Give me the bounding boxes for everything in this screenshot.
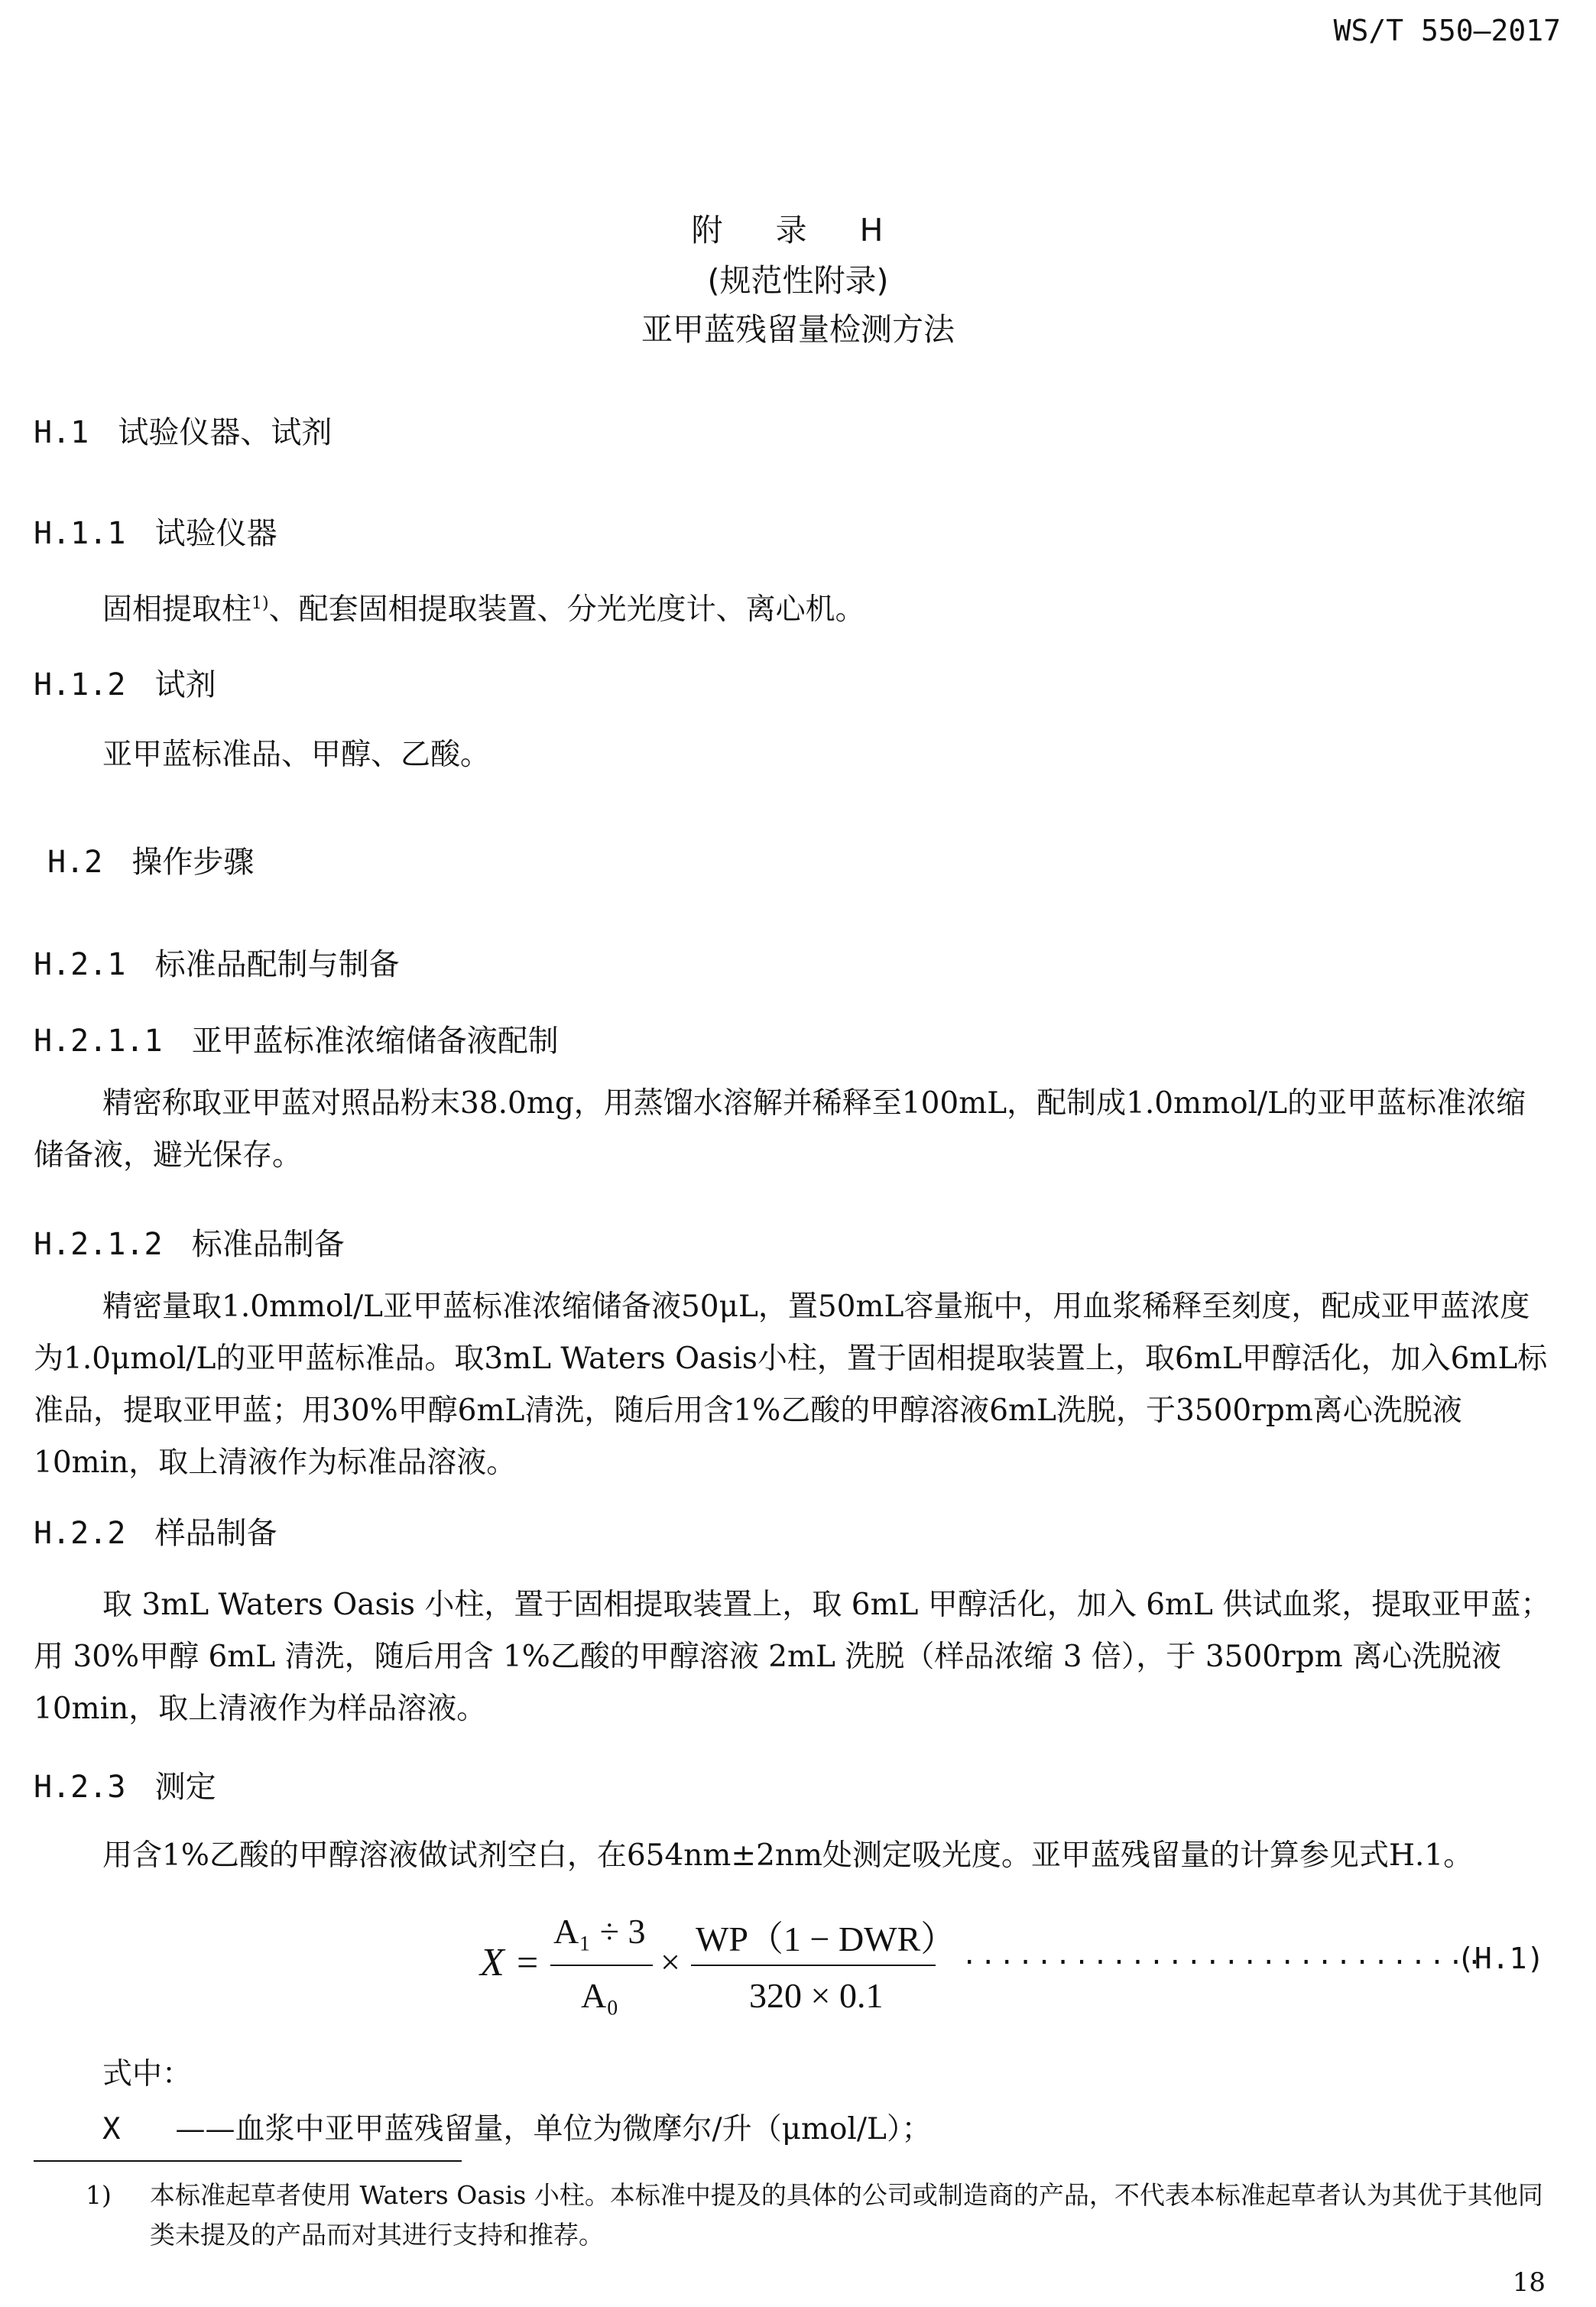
paragraph-h2-3: 用含1%乙酸的甲醇溶液做试剂空白，在654nm±2nm处测定吸光度。亚甲蓝残留量的计算参见式H.1。 xyxy=(102,1838,1474,1873)
section-title: 标准品配制与制备 xyxy=(154,947,400,982)
section-title: 试验仪器 xyxy=(154,516,277,551)
section-h2-1 xyxy=(34,940,400,984)
section-h2 xyxy=(47,838,254,881)
section-number: H.2.3 xyxy=(34,1770,126,1805)
section-title: 标准品制备 xyxy=(191,1227,345,1262)
section-title: 试验仪器、试剂 xyxy=(118,415,332,450)
appendix-type: (规范性附录) xyxy=(707,262,889,299)
section-h1 xyxy=(34,408,332,452)
formula-lhs: X xyxy=(480,1941,504,1984)
section-number: H.1 xyxy=(34,415,89,450)
formula-label: (H.1) xyxy=(1457,1942,1545,1975)
appendix-label: 附 录 H xyxy=(691,212,905,248)
paragraph-h1-1 xyxy=(102,578,865,636)
paragraph-h2-1-2: 精密量取1.0mmol/L亚甲蓝标准浓缩储备液50μL，置50mL容量瓶中，用血浆稀释至刻度，配成亚甲蓝浓度为1.0μmol/L的亚甲蓝标准品。取3mL Waters Oasis小柱，置于固相提取装置上，取6mL甲醇活化，加入6mL标准品，提取亚甲蓝；用30%甲醇6mL清洗，随后用含1%乙酸的甲醇溶液6mL洗脱，于3500rpm离心洗脱液10min，取上清液作为标准品溶液。 xyxy=(34,1290,1548,1480)
formula-leader-dots: ............................ xyxy=(962,1940,1486,1971)
footnote-ref: 1) xyxy=(251,594,269,613)
section-title: 样品制备 xyxy=(154,1516,277,1551)
variable-definition xyxy=(102,2104,931,2156)
paragraph-h1-2: 亚甲蓝标准品、甲醇、乙酸。 xyxy=(102,738,491,772)
page-number: 18 xyxy=(1512,2267,1546,2298)
formula-denominator-1: A₀ xyxy=(581,1976,619,2015)
section-number: H.2.1.2 xyxy=(34,1227,163,1262)
paragraph-h2-2: 取 3mL Waters Oasis 小柱，置于固相提取装置上，取 6mL 甲醇活化，加入 6mL 供试血浆，提取亚甲蓝；用 30%甲醇 6mL 清洗，随后用含 1%乙酸的甲醇溶液 2mL 洗脱（样品浓缩 3 倍），于 3500rpm 离心洗脱液 10min，取上清液作为样品溶液。 xyxy=(34,1588,1551,1726)
footnote-text: 本标准起草者使用 Waters Oasis 小柱。本标准中提及的具体的公司或制造商的产品，不代表本标准起草者认为其优于其他同类未提及的产品而对其进行支持和推荐。 xyxy=(150,2180,1543,2250)
section-h1-2 xyxy=(34,660,216,704)
section-number: H.2.1.1 xyxy=(34,1024,163,1059)
formula-numerator-1: A₁ ÷ 3 xyxy=(553,1912,646,1951)
formula-denominator-2: 320 × 0.1 xyxy=(749,1976,884,2015)
document-code: WS/T 550—2017 xyxy=(1333,14,1561,47)
section-number: H.1.2 xyxy=(34,667,126,702)
where-label: 式中： xyxy=(102,2057,193,2091)
paragraph-h2-1-1: 精密称取亚甲蓝对照品粉末38.0mg，用蒸馏水溶解并稀释至100mL，配制成1.0mmol/L的亚甲蓝标准浓缩储备液，避光保存。 xyxy=(34,1086,1526,1173)
section-h2-1-1 xyxy=(34,1017,559,1060)
appendix-title: 亚甲蓝残留量检测方法 xyxy=(641,311,955,348)
section-number: H.2.1 xyxy=(34,947,126,982)
fraction-bar-2 xyxy=(691,1965,936,1966)
paragraph-text: 、配套固相提取装置、分光光度计、离心机。 xyxy=(268,592,865,627)
formula-equals: = xyxy=(517,1941,539,1984)
paragraph-text: 固相提取柱 xyxy=(102,592,252,627)
variable-symbol: X xyxy=(102,2112,121,2146)
section-number: H.2 xyxy=(47,845,103,880)
formula-times: × xyxy=(660,1942,680,1981)
formula-h1 xyxy=(474,1903,1559,2026)
section-h2-3 xyxy=(34,1763,216,1806)
section-number: H.1.1 xyxy=(34,516,126,551)
footnote-marker: 1) xyxy=(86,2180,112,2210)
section-title: 试剂 xyxy=(154,667,216,702)
section-h1-1 xyxy=(34,509,277,553)
footnote-divider xyxy=(34,2160,462,2162)
section-h2-1-2 xyxy=(34,1220,345,1264)
section-title: 测定 xyxy=(154,1770,216,1805)
section-title: 亚甲蓝标准浓缩储备液配制 xyxy=(191,1024,559,1059)
section-number: H.2.2 xyxy=(34,1516,126,1551)
fraction-bar-1 xyxy=(550,1965,653,1966)
formula-numerator-2: WP（1 − DWR） xyxy=(696,1919,956,1958)
section-h2-2 xyxy=(34,1509,277,1553)
variable-description: ——血浆中亚甲蓝残留量，单位为微摩尔/升（μmol/L）； xyxy=(175,2112,932,2146)
section-title: 操作步骤 xyxy=(131,845,255,880)
